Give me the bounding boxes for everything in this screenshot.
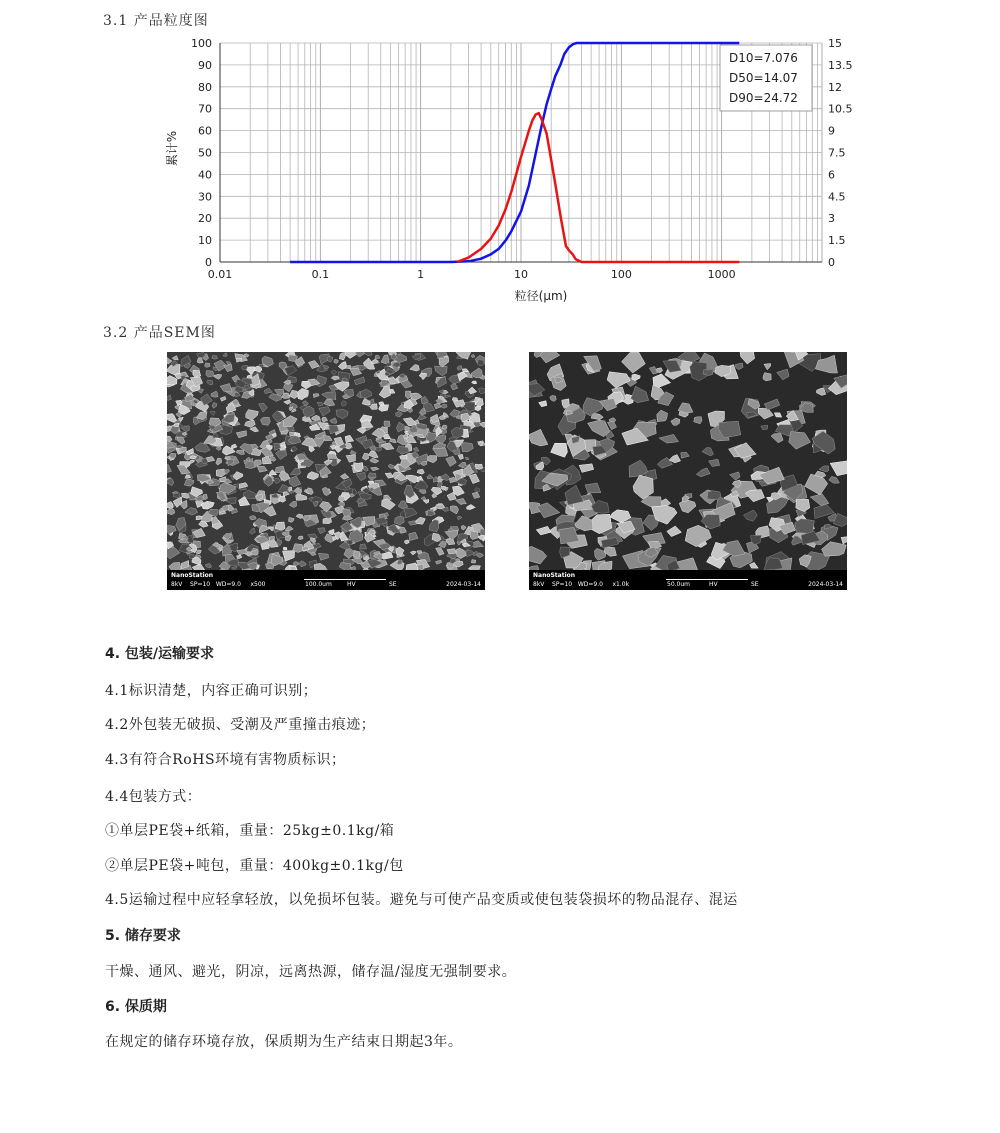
sem-particle <box>246 461 256 469</box>
s4-line-2: 4.2外包装无破损、受潮及严重撞击痕迹； <box>105 717 376 733</box>
sem-image-x1k <box>529 352 847 590</box>
sem-particle <box>275 522 285 530</box>
sem-particle <box>763 373 771 381</box>
sem-scale-label: 100.0um <box>305 581 332 588</box>
y2-tick-label: 12 <box>828 80 842 94</box>
y2-tick-label: 6 <box>828 168 835 182</box>
section-3-2-title: 3.2 产品SEM图 <box>103 325 216 341</box>
section-6-heading: 6. 保质期 <box>105 999 167 1015</box>
d-value-label: D50=14.07 <box>729 71 798 85</box>
sem-particle <box>212 356 218 360</box>
section-5-heading: 5. 储存要求 <box>105 928 181 944</box>
y2-tick-label: 15 <box>828 37 842 50</box>
s5-text: 干燥、通风、避光，阴凉，远离热源，储存温/湿度无强制要求。 <box>105 964 517 980</box>
sem-date: 2024-03-14 <box>808 581 843 588</box>
sem-micrograph <box>167 352 485 570</box>
sem-scale-bar <box>304 579 386 580</box>
sem-se-label: SE <box>389 581 397 588</box>
y-tick-label: 30 <box>198 190 212 204</box>
sem-scale-bar <box>666 579 748 580</box>
sem-particle <box>471 560 476 564</box>
sem-info-bar <box>167 570 485 590</box>
s4-line-4: 4.4包装方式： <box>105 789 202 805</box>
sem-brand: NanoStation <box>533 572 576 579</box>
y-tick-label: 50 <box>198 146 212 160</box>
sem-particle <box>237 555 242 559</box>
sem-micrograph <box>529 352 847 570</box>
x-tick-label: 100 <box>610 268 632 281</box>
sem-date: 2024-03-14 <box>446 581 481 588</box>
sem-particle <box>368 473 376 478</box>
sem-particle <box>379 405 389 412</box>
sem-particle <box>375 355 380 359</box>
y-tick-label: 10 <box>198 234 212 248</box>
x-axis-title: 粒径(μm) <box>514 289 568 303</box>
sem-brand: NanoStation <box>171 572 214 579</box>
sem-particle <box>203 494 208 499</box>
x-tick-label: 1 <box>417 268 425 281</box>
sem-particle <box>452 398 458 402</box>
section-4-heading: 4. 包装/运输要求 <box>105 646 215 662</box>
y2-tick-label: 9 <box>828 124 835 138</box>
y-tick-label: 20 <box>198 212 212 226</box>
s4-line-3: 4.3有符合RoHS环境有害物质标识； <box>105 752 346 768</box>
y-tick-label: 70 <box>198 102 212 116</box>
y2-tick-label: 4.5 <box>828 190 846 204</box>
y2-tick-label: 7.5 <box>828 146 846 160</box>
d-value-label: D10=7.076 <box>729 51 798 65</box>
sem-particle <box>478 360 485 366</box>
sem-hv-label: HV <box>709 581 718 588</box>
sem-scale-label: 50.0um <box>667 581 691 588</box>
sem-image-x500 <box>167 352 485 590</box>
y-axis-title: 累计% <box>165 130 179 167</box>
y2-tick-label: 3 <box>828 212 835 226</box>
x-tick-label: 0.01 <box>207 268 233 281</box>
s6-text: 在规定的储存环境存放，保质期为生产结束日期起3年。 <box>105 1034 463 1050</box>
sem-particle <box>205 363 211 368</box>
y2-tick-label: 1.5 <box>828 234 846 248</box>
s4-line-7: 4.5运输过程中应轻拿轻放，以免损坏包装。避免与可使产品变质或使包装袋损坏的物品混存、混运 <box>105 892 738 908</box>
distribution-curve <box>457 113 739 262</box>
sem-particle <box>447 549 456 554</box>
y-tick-label: 100 <box>191 37 212 50</box>
s4-line-6: ②单层PE袋+吨包，重量：400kg±0.1kg/包 <box>105 858 404 874</box>
sem-particle <box>193 370 201 377</box>
sem-se-label: SE <box>751 581 759 588</box>
sem-particle <box>795 519 815 534</box>
sem-params: 8kV SP=10 WD=9.0 x500 <box>171 581 266 588</box>
sem-particle <box>283 547 287 550</box>
y-tick-label: 80 <box>198 80 212 94</box>
y-tick-label: 60 <box>198 124 212 138</box>
sem-params: 8kV SP=10 WD=9.0 x1.0k <box>533 581 630 588</box>
x-tick-label: 10 <box>514 268 528 281</box>
s4-line-5: ①单层PE袋+纸箱，重量：25kg±0.1kg/箱 <box>105 823 395 839</box>
sem-particle <box>703 369 713 376</box>
sem-info-bar <box>529 570 847 590</box>
x-tick-label: 1000 <box>707 268 736 281</box>
y-tick-label: 90 <box>198 58 212 72</box>
x-tick-label: 0.1 <box>311 268 330 281</box>
y2-tick-label: 10.5 <box>828 102 853 116</box>
y-tick-label: 0 <box>205 256 212 269</box>
sem-particle <box>289 355 298 362</box>
d-value-label: D90=24.72 <box>729 91 798 105</box>
sem-hv-label: HV <box>347 581 356 588</box>
y2-tick-label: 0 <box>828 256 835 269</box>
y-tick-label: 40 <box>198 168 212 182</box>
particle-size-chart <box>150 28 870 318</box>
sem-particle <box>707 491 721 500</box>
sem-particle <box>442 425 447 429</box>
s4-line-1: 4.1标识清楚，内容正确可识别； <box>105 683 318 699</box>
y2-tick-label: 13.5 <box>828 58 853 72</box>
section-3-1-title: 3.1 产品粒度图 <box>103 13 209 29</box>
